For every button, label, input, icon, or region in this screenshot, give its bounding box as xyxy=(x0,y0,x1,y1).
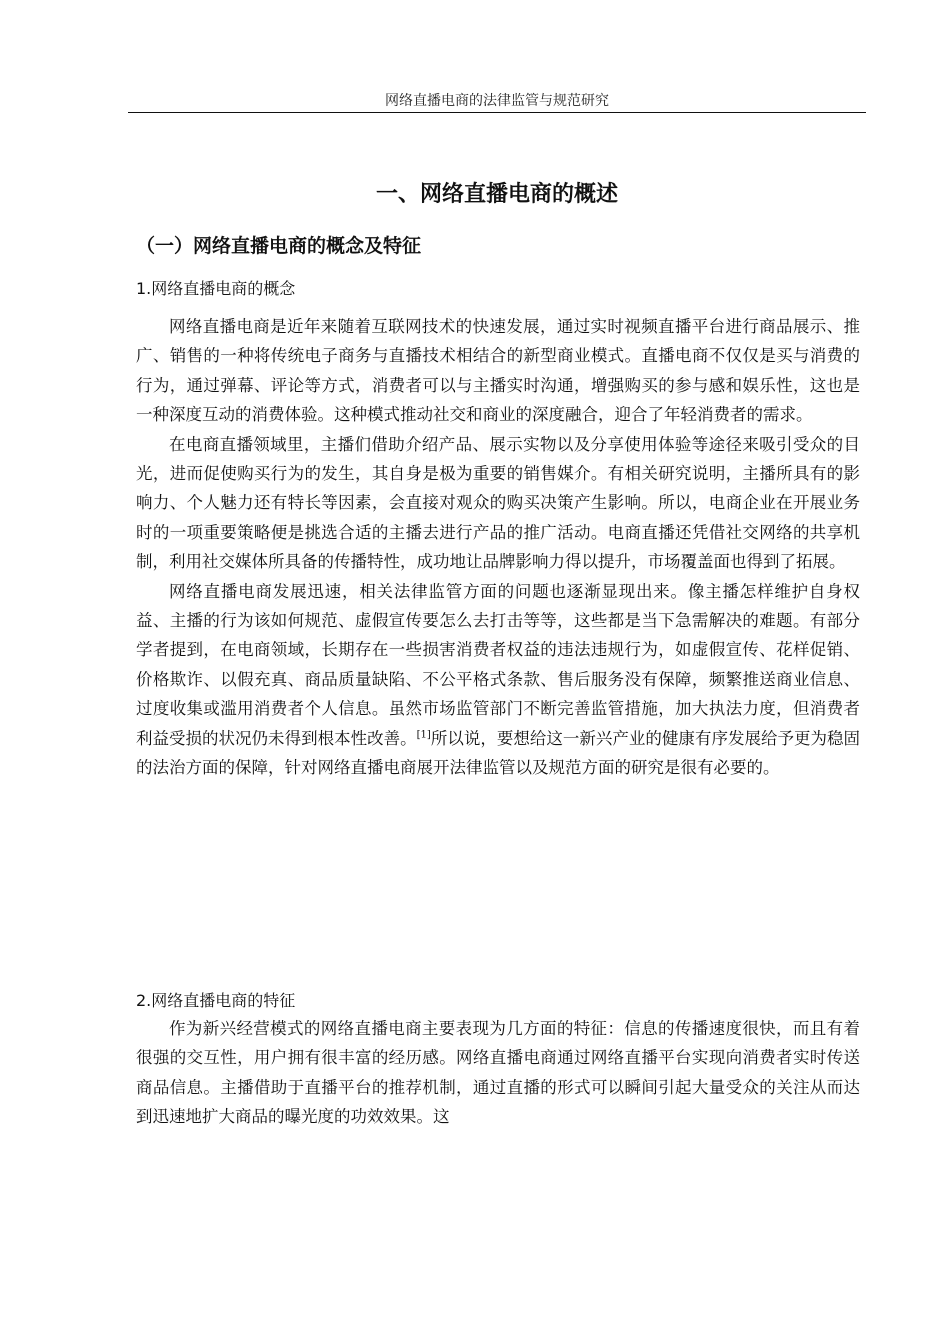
body-paragraph: 作为新兴经营模式的网络直播电商主要表现为几方面的特征：信息的传播速度很快，而且有着很强的交互性，用户拥有很丰富的经历感。网络直播电商通过网络直播平台实现向消费者实时传送商品信息。主播借助于直播平台的推荐机制，通过直播的形式可以瞬间引起大量受众的关注从而达到迅速地扩大商品的曝光度的功效效果。这 xyxy=(136,1019,860,1127)
section-title: （一）网络直播电商的概念及特征 xyxy=(136,235,422,257)
body-paragraph: 网络直播电商是近年来随着互联网技术的快速发展，通过实时视频直播平台进行商品展示、推广、销售的一种将传统电子商务与直播技术相结合的新型商业模式。直播电商不仅仅是买与消费的行为，通过弹幕、评论等方式，消费者可以与主播实时沟通，增强购买的参与感和娱乐性，这也是一种深度互动的消费体验。这种模式推动社交和商业的深度融合，迎合了年轻消费者的需求。 xyxy=(136,317,860,425)
body-paragraph: 在电商直播领域里，主播们借助介绍产品、展示实物以及分享使用体验等途径来吸引受众的目光，进而促使购买行为的发生，其自身是极为重要的销售媒介。有相关研究说明，主播所具有的影响力、个人魅力还有特长等因素，会直接对观众的购买决策产生影响。所以，电商企业在开展业务时的一项重要策略便是挑选合适的主播去进行产品的推广活动。电商直播还凭借社交网络的共享机制，利用社交媒体所具备的传播特性，成功地让品牌影响力得以提升，市场覆盖面也得到了拓展。 xyxy=(136,434,860,572)
subsection-title-concept: 1.网络直播电商的概念 xyxy=(136,279,296,298)
header-rule xyxy=(128,112,866,113)
citation-reference[interactable]: [1] xyxy=(416,729,431,741)
concept-body xyxy=(136,312,860,783)
paragraph-text: 网络直播电商发展迅速，相关法律监管方面的问题也逐渐显现出来。像主播怎样维护自身权益、主播的行为该如何规范、虚假宣传要怎么去打击等等，这些都是当下急需解决的难题。有部分学者提到，在电商领域，长期存在一些损害消费者权益的违法违规行为，如虚假宣传、花样促销、价格欺诈、以假充真、商品质量缺陷、不公平格式条款、售后服务没有保障，频繁推送商业信息、过度收集或滥用消费者个人信息。虽然市场监管部门不断完善监管措施，加大执法力度，但消费者利益受损的状况仍未得到根本性改善。 xyxy=(136,581,860,748)
features-body xyxy=(136,1014,860,1132)
body-paragraph xyxy=(136,577,860,783)
paragraph-text: 所以说，要想给这一新兴产业的健康有序发展给予更为稳固的法治方面的保障，针对网络直播电商展开法律监管以及规范方面的研究是很有必要的。 xyxy=(136,728,861,778)
chapter-title: 一、网络直播电商的概述 xyxy=(375,182,618,207)
running-header: 网络直播电商的法律监管与规范研究 xyxy=(385,93,609,109)
subsection-title-features: 2.网络直播电商的特征 xyxy=(136,991,296,1010)
